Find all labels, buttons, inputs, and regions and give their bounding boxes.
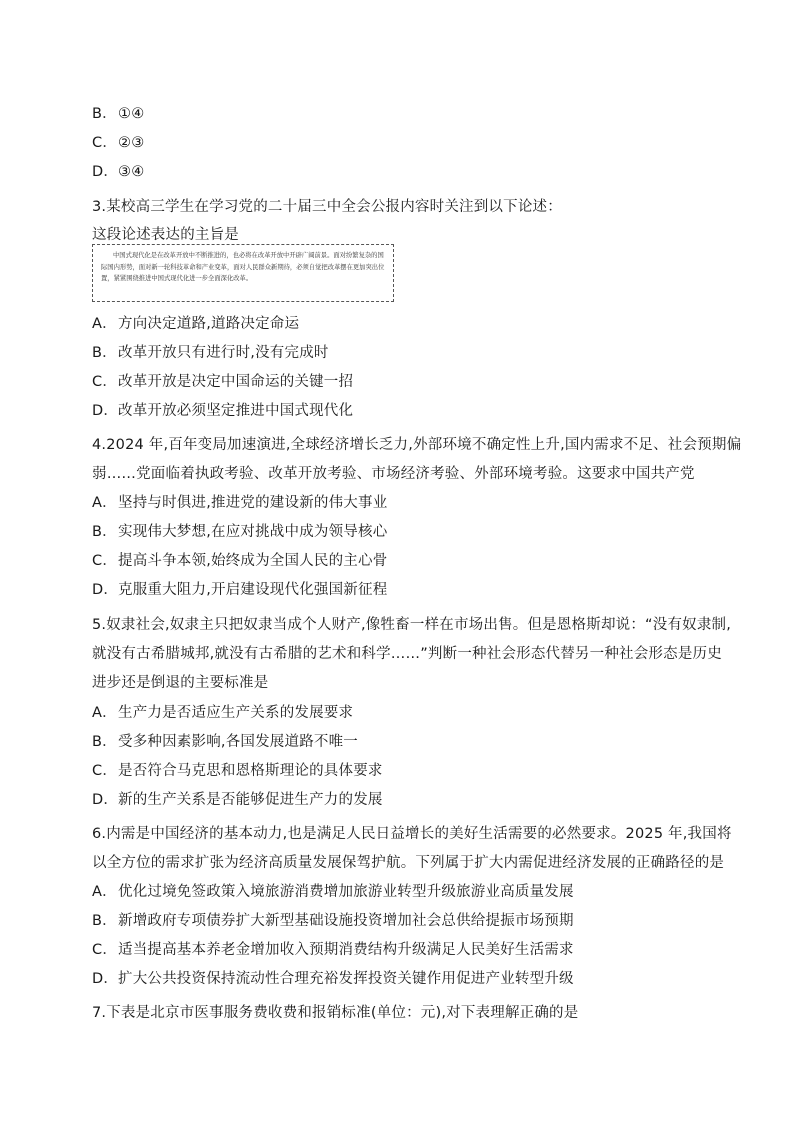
q4-option-c	[92, 551, 387, 571]
q3-stem-continuation: 这段论述表达的主旨是	[92, 227, 239, 243]
option-text: 优化过境免签政策入境旅游消费增加旅游业转型升级旅游业高质量发展	[118, 884, 574, 900]
q3-option-c	[92, 372, 353, 392]
q3-option-b	[92, 343, 329, 363]
option-text: 坚持与时俱进,推进党的建设新的伟大事业	[118, 495, 388, 511]
q5-option-c	[92, 761, 383, 781]
option-label: D．	[92, 164, 119, 180]
option-label: C．	[92, 135, 118, 151]
option-text: ③④	[118, 164, 145, 180]
option-text: 克服重大阻力,开启建设现代化强国新征程	[118, 582, 388, 598]
option-label: C．	[92, 553, 118, 569]
option-text: 改革开放必须坚定推进中国式现代化	[118, 403, 354, 419]
q4-stem-line-2: 弱……党面临着执政考验、改革开放考验、市场经济考验、外部环境考验。这要求中国共产党	[92, 466, 695, 482]
q7-stem: 7.下表是北京市医事服务费收费和报销标准(单位：元),对下表理解正确的是	[92, 1005, 579, 1021]
option-label: C．	[92, 763, 118, 779]
option-label: A．	[92, 495, 117, 511]
option-label: D．	[92, 971, 119, 987]
q5-stem-line-1: 5.奴隶社会,奴隶主只把奴隶当成个人财产,像牲畜一样在市场出售。但是恩格斯却说：“没有奴隶制,	[92, 617, 732, 633]
q5-option-d	[92, 790, 383, 810]
option-text: ①④	[118, 106, 145, 122]
option-text: 提高斗争本领,始终成为全国人民的主心骨	[118, 553, 388, 569]
q3-option-d	[92, 401, 353, 421]
option-text: 生产力是否适应生产关系的发展要求	[118, 705, 354, 721]
q2-option-d	[92, 162, 144, 182]
option-label: A．	[92, 316, 117, 332]
q6-option-d	[92, 969, 574, 989]
q4-option-b	[92, 522, 387, 542]
option-label: C．	[92, 374, 118, 390]
q6-option-c	[92, 940, 574, 960]
option-text: 方向决定道路,道路决定命运	[118, 316, 300, 332]
q5-option-a	[92, 703, 353, 723]
option-text: 新的生产关系是否能够促进生产力的发展	[118, 792, 383, 808]
option-text: 新增政府专项债券扩大新型基础设施投资增加社会总供给提振市场预期	[118, 913, 574, 929]
option-label: B．	[92, 913, 117, 929]
option-text: ②③	[118, 135, 145, 151]
q5-stem-line-2: 就没有古希腊城邦,就没有古希腊的艺术和科学……”判断一种社会形态代替另一种社会形态是历史	[92, 646, 722, 662]
q6-stem-line-1: 6.内需是中国经济的基本动力,也是满足人民日益增长的美好生活需要的必然要求。2025 年,我国将	[92, 826, 732, 842]
q2-option-b	[92, 104, 144, 124]
q3-quote-box: 中国式现代化是在改革开放中不断推进的，也必将在改革开放中开辟广阔前景。面对纷繁复杂的国际国内形势，面对新一轮科技革命和产业变革，面对人民群众新期待，必须自觉把改革摆在更加突出位置，紧紧围绕推进中国式现代化进一步全面深化改革。	[92, 244, 394, 302]
q3-stem: 3.某校高三学生在学习党的二十届三中全会公报内容时关注到以下论述：	[92, 199, 562, 215]
option-label: B．	[92, 524, 117, 540]
q3-option-a	[92, 314, 299, 334]
option-label: A．	[92, 705, 117, 721]
option-text: 改革开放只有进行时,没有完成时	[118, 345, 329, 361]
q5-stem-line-3: 进步还是倒退的主要标准是	[92, 675, 269, 691]
option-text: 扩大公共投资保持流动性合理充裕发挥投资关键作用促进产业转型升级	[118, 971, 574, 987]
q2-option-c	[92, 133, 144, 153]
option-text: 是否符合马克思和恩格斯理论的具体要求	[118, 763, 383, 779]
option-label: A．	[92, 884, 117, 900]
q5-option-b	[92, 732, 358, 752]
option-text: 实现伟大梦想,在应对挑战中成为领导核心	[118, 524, 388, 540]
option-label: B．	[92, 106, 117, 122]
q6-stem-line-2: 以全方位的需求扩张为经济高质量发展保驾护航。下列属于扩大内需促进经济发展的正确路径的是	[92, 855, 725, 871]
q4-stem-line-1: 4.2024 年,百年变局加速演进,全球经济增长乏力,外部环境不确定性上升,国内需求不足、社会预期偏	[92, 437, 742, 453]
q6-option-b	[92, 911, 574, 931]
option-text: 改革开放是决定中国命运的关键一招	[118, 374, 354, 390]
q6-option-a	[92, 882, 574, 902]
option-label: D．	[92, 582, 119, 598]
q4-option-d	[92, 580, 387, 600]
option-label: B．	[92, 734, 117, 750]
option-label: D．	[92, 403, 119, 419]
option-label: B．	[92, 345, 117, 361]
option-text: 适当提高基本养老金增加收入预期消费结构升级满足人民美好生活需求	[118, 942, 574, 958]
q4-option-a	[92, 493, 387, 513]
option-text: 受多种因素影响,各国发展道路不唯一	[118, 734, 359, 750]
option-label: D．	[92, 792, 119, 808]
option-label: C．	[92, 942, 118, 958]
